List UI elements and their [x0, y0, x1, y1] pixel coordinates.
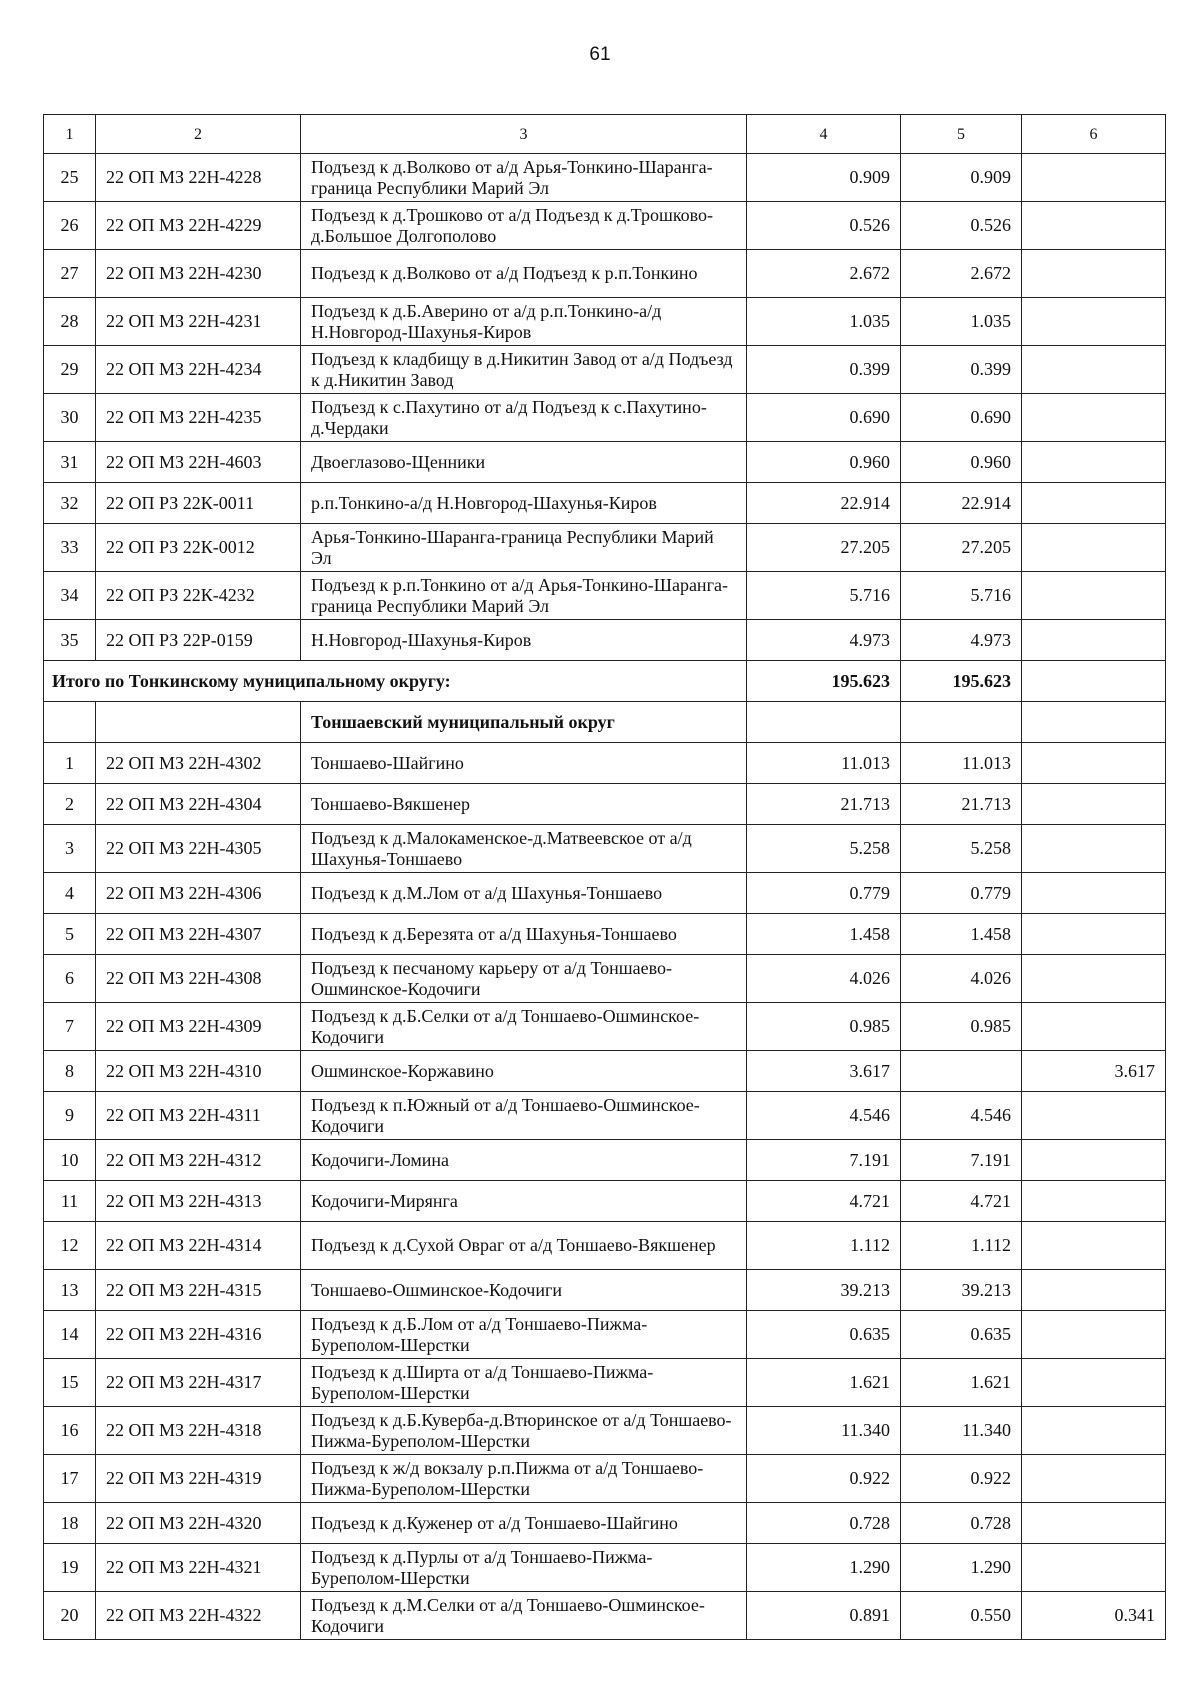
- table-row: [44, 1092, 1166, 1140]
- total-label: Итого по Тонкинскому муниципальному округу:: [44, 661, 747, 702]
- length-col6: [1022, 250, 1166, 298]
- table-row: [44, 825, 1166, 873]
- road-code: 22 ОП МЗ 22Н-4313: [96, 1181, 301, 1222]
- row-number: 25: [44, 154, 96, 202]
- road-code: 22 ОП МЗ 22Н-4320: [96, 1503, 301, 1544]
- length-total: 0.526: [747, 202, 901, 250]
- total-length: 195.623: [747, 661, 901, 702]
- road-name: Подъезд к д.Березята от а/д Шахунья-Тоншаево: [301, 914, 747, 955]
- table-row: [44, 442, 1166, 483]
- road-code: 22 ОП МЗ 22Н-4302: [96, 743, 301, 784]
- road-name: Тоншаево-Шайгино: [301, 743, 747, 784]
- empty-cell: [1022, 702, 1166, 743]
- length-col5: 0.690: [901, 394, 1022, 442]
- table-row: [44, 1140, 1166, 1181]
- length-col6: [1022, 346, 1166, 394]
- column-header: 3: [301, 115, 747, 154]
- length-col6: 0.341: [1022, 1592, 1166, 1640]
- road-code: 22 ОП МЗ 22Н-4322: [96, 1592, 301, 1640]
- length-col5: 1.458: [901, 914, 1022, 955]
- length-col6: [1022, 1003, 1166, 1051]
- length-total: 27.205: [747, 524, 901, 572]
- road-code: 22 ОП МЗ 22Н-4307: [96, 914, 301, 955]
- length-col5: 5.258: [901, 825, 1022, 873]
- row-number: 8: [44, 1051, 96, 1092]
- length-col5: 1.621: [901, 1359, 1022, 1407]
- row-number: 17: [44, 1455, 96, 1503]
- road-name: Подъезд к д.Волково от а/д Подъезд к р.п.Тонкино: [301, 250, 747, 298]
- empty-cell: [747, 702, 901, 743]
- road-code: 22 ОП МЗ 22Н-4235: [96, 394, 301, 442]
- row-number: 32: [44, 483, 96, 524]
- row-number: 11: [44, 1181, 96, 1222]
- row-number: 6: [44, 955, 96, 1003]
- row-number: 5: [44, 914, 96, 955]
- table-row: [44, 955, 1166, 1003]
- table-row: [44, 394, 1166, 442]
- road-name: Подъезд к п.Южный от а/д Тоншаево-Ошминское-Кодочиги: [301, 1092, 747, 1140]
- road-code: 22 ОП МЗ 22Н-4305: [96, 825, 301, 873]
- table-row: [44, 154, 1166, 202]
- road-code: 22 ОП МЗ 22Н-4312: [96, 1140, 301, 1181]
- length-total: 0.922: [747, 1455, 901, 1503]
- length-col5: 0.922: [901, 1455, 1022, 1503]
- road-name: Н.Новгород-Шахунья-Киров: [301, 620, 747, 661]
- road-code: 22 ОП МЗ 22Н-4316: [96, 1311, 301, 1359]
- length-col5: 1.290: [901, 1544, 1022, 1592]
- road-code: 22 ОП МЗ 22Н-4230: [96, 250, 301, 298]
- length-col6: [1022, 1407, 1166, 1455]
- column-header: 5: [901, 115, 1022, 154]
- road-code: 22 ОП МЗ 22Н-4603: [96, 442, 301, 483]
- road-name: Подъезд к д.Б.Лом от а/д Тоншаево-Пижма-Буреполом-Шерстки: [301, 1311, 747, 1359]
- length-col5: 5.716: [901, 572, 1022, 620]
- length-total: 0.909: [747, 154, 901, 202]
- length-col6: [1022, 1455, 1166, 1503]
- column-header-row: [44, 115, 1166, 154]
- road-code: 22 ОП МЗ 22Н-4318: [96, 1407, 301, 1455]
- table-row: [44, 524, 1166, 572]
- row-number: 31: [44, 442, 96, 483]
- length-col6: [1022, 620, 1166, 661]
- length-col5: 11.340: [901, 1407, 1022, 1455]
- road-name: Подъезд к д.Малокаменское-д.Матвеевское от а/д Шахунья-Тоншаево: [301, 825, 747, 873]
- table-row: [44, 1592, 1166, 1640]
- row-number: 27: [44, 250, 96, 298]
- length-col6: [1022, 202, 1166, 250]
- road-name: Подъезд к д.Трошково от а/д Подъезд к д.Трошково-д.Большое Долгополово: [301, 202, 747, 250]
- table-row: [44, 1503, 1166, 1544]
- length-col5: 1.112: [901, 1222, 1022, 1270]
- table-row: [44, 1270, 1166, 1311]
- length-col6: [1022, 1544, 1166, 1592]
- length-total: 4.546: [747, 1092, 901, 1140]
- road-name: Ошминское-Коржавино: [301, 1051, 747, 1092]
- length-total: 4.973: [747, 620, 901, 661]
- road-name: Подъезд к с.Пахутино от а/д Подъезд к с.Пахутино-д.Чердаки: [301, 394, 747, 442]
- length-col5: 0.779: [901, 873, 1022, 914]
- road-code: 22 ОП МЗ 22Н-4319: [96, 1455, 301, 1503]
- road-code: 22 ОП МЗ 22Н-4309: [96, 1003, 301, 1051]
- row-number: 26: [44, 202, 96, 250]
- road-code: 22 ОП МЗ 22Н-4314: [96, 1222, 301, 1270]
- length-col6: [1022, 1270, 1166, 1311]
- length-total: 0.690: [747, 394, 901, 442]
- total-col5: 195.623: [901, 661, 1022, 702]
- length-col5: 0.526: [901, 202, 1022, 250]
- roads-table-body: [44, 115, 1166, 1640]
- column-header: 2: [96, 115, 301, 154]
- road-name: Подъезд к песчаному карьеру от а/д Тоншаево-Ошминское-Кодочиги: [301, 955, 747, 1003]
- road-name: Подъезд к р.п.Тонкино от а/д Арья-Тонкино-Шаранга-граница Республики Марий Эл: [301, 572, 747, 620]
- section-title: Тоншаевский муниципальный округ: [301, 702, 747, 743]
- road-name: р.п.Тонкино-а/д Н.Новгород-Шахунья-Киров: [301, 483, 747, 524]
- row-number: 35: [44, 620, 96, 661]
- table-row: [44, 1544, 1166, 1592]
- row-number: 18: [44, 1503, 96, 1544]
- row-number: 3: [44, 825, 96, 873]
- total-row: [44, 661, 1166, 702]
- length-col6: [1022, 784, 1166, 825]
- length-total: 0.399: [747, 346, 901, 394]
- road-name: Кодочиги-Ломина: [301, 1140, 747, 1181]
- road-name: Подъезд к д.Б.Аверино от а/д р.п.Тонкино-а/д Н.Новгород-Шахунья-Киров: [301, 298, 747, 346]
- length-col5: 39.213: [901, 1270, 1022, 1311]
- column-header: 6: [1022, 115, 1166, 154]
- table-row: [44, 1455, 1166, 1503]
- length-total: 3.617: [747, 1051, 901, 1092]
- table-row: [44, 873, 1166, 914]
- road-name: Подъезд к д.Пурлы от а/д Тоншаево-Пижма-Буреполом-Шерстки: [301, 1544, 747, 1592]
- table-row: [44, 1407, 1166, 1455]
- length-total: 1.035: [747, 298, 901, 346]
- length-col5: 7.191: [901, 1140, 1022, 1181]
- length-total: 0.779: [747, 873, 901, 914]
- table-row: [44, 483, 1166, 524]
- row-number: 7: [44, 1003, 96, 1051]
- road-name: Тоншаево-Ошминское-Кодочиги: [301, 1270, 747, 1311]
- road-code: 22 ОП РЗ 22К-0012: [96, 524, 301, 572]
- length-col5: 0.399: [901, 346, 1022, 394]
- length-col6: [1022, 483, 1166, 524]
- length-total: 0.728: [747, 1503, 901, 1544]
- road-code: 22 ОП МЗ 22Н-4308: [96, 955, 301, 1003]
- length-col5: 0.728: [901, 1503, 1022, 1544]
- row-number: 28: [44, 298, 96, 346]
- length-total: 1.112: [747, 1222, 901, 1270]
- length-total: 5.716: [747, 572, 901, 620]
- length-total: 1.458: [747, 914, 901, 955]
- length-total: 0.960: [747, 442, 901, 483]
- road-code: 22 ОП МЗ 22Н-4306: [96, 873, 301, 914]
- length-col6: [1022, 442, 1166, 483]
- row-number: 33: [44, 524, 96, 572]
- length-total: 39.213: [747, 1270, 901, 1311]
- road-code: 22 ОП МЗ 22Н-4311: [96, 1092, 301, 1140]
- length-col5: 4.973: [901, 620, 1022, 661]
- length-total: 0.635: [747, 1311, 901, 1359]
- table-row: [44, 346, 1166, 394]
- road-name: Подъезд к д.М.Лом от а/д Шахунья-Тоншаево: [301, 873, 747, 914]
- length-total: 1.290: [747, 1544, 901, 1592]
- length-col5: 11.013: [901, 743, 1022, 784]
- table-row: [44, 1181, 1166, 1222]
- table-row: [44, 1222, 1166, 1270]
- row-number: 4: [44, 873, 96, 914]
- road-code: 22 ОП МЗ 22Н-4315: [96, 1270, 301, 1311]
- road-code: 22 ОП МЗ 22Н-4229: [96, 202, 301, 250]
- length-col5: 4.026: [901, 955, 1022, 1003]
- road-name: Подъезд к д.Волково от а/д Арья-Тонкино-Шаранга-граница Республики Марий Эл: [301, 154, 747, 202]
- length-total: 4.026: [747, 955, 901, 1003]
- length-col5: 0.909: [901, 154, 1022, 202]
- length-total: 21.713: [747, 784, 901, 825]
- length-col6: [1022, 1092, 1166, 1140]
- road-name: Арья-Тонкино-Шаранга-граница Республики Марий Эл: [301, 524, 747, 572]
- road-name: Подъезд к д.Б.Селки от а/д Тоншаево-Ошминское-Кодочиги: [301, 1003, 747, 1051]
- length-col5: 4.546: [901, 1092, 1022, 1140]
- length-col5: 4.721: [901, 1181, 1022, 1222]
- road-name: Подъезд к д.Б.Куверба-д.Втюринское от а/д Тоншаево-Пижма-Буреполом-Шерстки: [301, 1407, 747, 1455]
- table-row: [44, 250, 1166, 298]
- empty-cell: [96, 702, 301, 743]
- road-name: Кодочиги-Мирянга: [301, 1181, 747, 1222]
- row-number: 30: [44, 394, 96, 442]
- length-col5: 0.635: [901, 1311, 1022, 1359]
- length-col5: 0.985: [901, 1003, 1022, 1051]
- length-total: 11.013: [747, 743, 901, 784]
- table-row: [44, 1051, 1166, 1092]
- length-col6: 3.617: [1022, 1051, 1166, 1092]
- row-number: 12: [44, 1222, 96, 1270]
- road-name: Подъезд к кладбищу в д.Никитин Завод от а/д Подъезд к д.Никитин Завод: [301, 346, 747, 394]
- row-number: 34: [44, 572, 96, 620]
- empty-cell: [44, 702, 96, 743]
- length-col6: [1022, 825, 1166, 873]
- length-col6: [1022, 914, 1166, 955]
- length-col6: [1022, 743, 1166, 784]
- road-code: 22 ОП МЗ 22Н-4231: [96, 298, 301, 346]
- table-row: [44, 572, 1166, 620]
- road-name: Подъезд к д.Ширта от а/д Тоншаево-Пижма-Буреполом-Шерстки: [301, 1359, 747, 1407]
- road-code: 22 ОП МЗ 22Н-4321: [96, 1544, 301, 1592]
- length-col6: [1022, 1222, 1166, 1270]
- length-col5: 27.205: [901, 524, 1022, 572]
- length-col6: [1022, 1311, 1166, 1359]
- length-total: 0.891: [747, 1592, 901, 1640]
- row-number: 16: [44, 1407, 96, 1455]
- length-col5: [901, 1051, 1022, 1092]
- row-number: 1: [44, 743, 96, 784]
- table-row: [44, 202, 1166, 250]
- table-row: [44, 743, 1166, 784]
- table-row: [44, 298, 1166, 346]
- length-total: 1.621: [747, 1359, 901, 1407]
- length-col6: [1022, 955, 1166, 1003]
- table-row: [44, 1311, 1166, 1359]
- road-name: Подъезд к д.М.Селки от а/д Тоншаево-Ошминское-Кодочиги: [301, 1592, 747, 1640]
- length-total: 5.258: [747, 825, 901, 873]
- length-col6: [1022, 394, 1166, 442]
- page-number: 61: [589, 44, 611, 65]
- road-code: 22 ОП РЗ 22Р-0159: [96, 620, 301, 661]
- length-col6: [1022, 873, 1166, 914]
- row-number: 29: [44, 346, 96, 394]
- length-col6: [1022, 524, 1166, 572]
- road-code: 22 ОП МЗ 22Н-4228: [96, 154, 301, 202]
- column-header: 1: [44, 115, 96, 154]
- table-row: [44, 620, 1166, 661]
- road-name: Подъезд к ж/д вокзалу р.п.Пижма от а/д Тоншаево-Пижма-Буреполом-Шерстки: [301, 1455, 747, 1503]
- length-total: 22.914: [747, 483, 901, 524]
- total-col6: [1022, 661, 1166, 702]
- row-number: 14: [44, 1311, 96, 1359]
- length-total: 0.985: [747, 1003, 901, 1051]
- section-header-row: [44, 702, 1166, 743]
- length-col6: [1022, 1359, 1166, 1407]
- row-number: 10: [44, 1140, 96, 1181]
- length-total: 2.672: [747, 250, 901, 298]
- length-total: 7.191: [747, 1140, 901, 1181]
- length-col5: 0.960: [901, 442, 1022, 483]
- length-total: 11.340: [747, 1407, 901, 1455]
- road-code: 22 ОП МЗ 22Н-4304: [96, 784, 301, 825]
- row-number: 9: [44, 1092, 96, 1140]
- empty-cell: [901, 702, 1022, 743]
- length-col6: [1022, 154, 1166, 202]
- length-col6: [1022, 572, 1166, 620]
- row-number: 15: [44, 1359, 96, 1407]
- length-col6: [1022, 1181, 1166, 1222]
- length-col6: [1022, 298, 1166, 346]
- table-row: [44, 1003, 1166, 1051]
- column-header: 4: [747, 115, 901, 154]
- row-number: 2: [44, 784, 96, 825]
- length-col5: 21.713: [901, 784, 1022, 825]
- row-number: 19: [44, 1544, 96, 1592]
- road-code: 22 ОП РЗ 22К-0011: [96, 483, 301, 524]
- row-number: 13: [44, 1270, 96, 1311]
- table-row: [44, 784, 1166, 825]
- row-number: 20: [44, 1592, 96, 1640]
- length-col5: 2.672: [901, 250, 1022, 298]
- length-col5: 22.914: [901, 483, 1022, 524]
- road-code: 22 ОП МЗ 22Н-4310: [96, 1051, 301, 1092]
- length-col6: [1022, 1140, 1166, 1181]
- table-row: [44, 914, 1166, 955]
- length-col6: [1022, 1503, 1166, 1544]
- road-code: 22 ОП РЗ 22К-4232: [96, 572, 301, 620]
- roads-table: [43, 114, 1166, 1640]
- road-code: 22 ОП МЗ 22Н-4317: [96, 1359, 301, 1407]
- road-code: 22 ОП МЗ 22Н-4234: [96, 346, 301, 394]
- length-col5: 0.550: [901, 1592, 1022, 1640]
- road-name: Подъезд к д.Куженер от а/д Тоншаево-Шайгино: [301, 1503, 747, 1544]
- length-total: 4.721: [747, 1181, 901, 1222]
- road-name: Двоеглазово-Щенники: [301, 442, 747, 483]
- road-name: Тоншаево-Вякшенер: [301, 784, 747, 825]
- road-name: Подъезд к д.Сухой Овраг от а/д Тоншаево-Вякшенер: [301, 1222, 747, 1270]
- table-row: [44, 1359, 1166, 1407]
- length-col5: 1.035: [901, 298, 1022, 346]
